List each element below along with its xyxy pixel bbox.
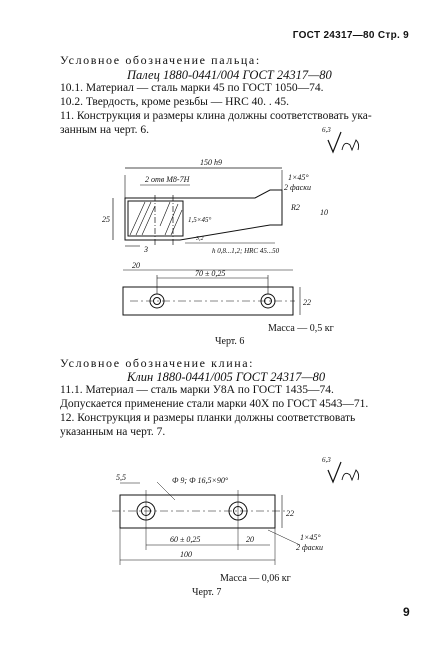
finger-paragraph-construction-2: занным на черт. 6. [60, 124, 149, 136]
wedge-side-view [125, 190, 282, 240]
finger-paragraph-material: 10.1. Материал — сталь марки 45 по ГОСТ 1050—74. [60, 82, 324, 94]
page-number: 9 [403, 605, 410, 619]
dim-threaded-holes: 2 отв M8-7H [145, 175, 190, 184]
plate-dim-20: 20 [246, 535, 254, 544]
wedge-paragraph-alternative: Допускается применение стали марки 40Х по ГОСТ 4543—71. [60, 398, 369, 410]
hole-spec: Ф 9; Ф 16,5×90° [172, 476, 229, 485]
finger-paragraph-hardness: 10.2. Твердость, кроме резьбы — HRC 40. . 45. [60, 96, 290, 108]
roughness-value-6: 6,3 [322, 126, 331, 134]
dim-chamfer-1-5: 1,5×45° [188, 216, 212, 224]
dim-total-length: 150 h9 [200, 158, 222, 167]
chamfer-label-1: 1×45° [288, 173, 309, 182]
finger-section-title: Условное обозначение пальца: [60, 53, 261, 67]
plate-dim-22: 22 [286, 509, 294, 518]
dim-25: 25 [102, 215, 110, 224]
dim-20: 20 [132, 261, 140, 270]
threaded-hole-section [128, 201, 183, 236]
dim-70: 70 ± 0,25 [195, 269, 226, 278]
wedge-paragraph-construction-1: 12. Конструкция и размеры планки должны соответствовать [60, 412, 356, 424]
fig6-mass: Масса — 0,5 кг [268, 323, 334, 334]
plate-dim-100: 100 [180, 550, 192, 559]
finger-paragraph-construction-1: 11. Конструкция и размеры клина должны соответствовать ука- [60, 110, 372, 122]
wedge-section-title: Условное обозначение клина: [60, 356, 255, 370]
dim-22: 22 [303, 298, 311, 307]
roughness-3-2: 3,2 [196, 236, 204, 242]
finger-designation: Палец 1880-0441/004 ГОСТ 24317—80 [127, 68, 332, 82]
dim-radius: R2 [291, 203, 300, 212]
plate-chamfer-1: 1×45° [300, 533, 321, 542]
chamfer-label-2: 2 фаски [284, 183, 311, 192]
roughness-symbol-7 [327, 443, 372, 468]
fig7-caption: Черт. 7 [192, 587, 222, 598]
roughness-symbol-6 [327, 128, 372, 153]
dim-5-5: 5,5 [116, 473, 126, 482]
wedge-designation: Клин 1880-0441/005 ГОСТ 24317—80 [127, 370, 326, 384]
plate-chamfer-2: 2 фаски [296, 543, 323, 552]
dim-10: 10 [320, 208, 328, 217]
dim-3: 3 [144, 245, 148, 254]
page-header: ГОСТ 24317—80 Стр. 9 [292, 30, 409, 41]
fig7-mass: Масса — 0,06 кг [220, 573, 291, 584]
roughness-value-7: 6,3 [322, 456, 331, 464]
hardening-note: h 0,8...1,2; HRC 45...50 [212, 247, 280, 255]
fig6-caption: Черт. 6 [215, 336, 245, 347]
wedge-paragraph-construction-2: указанным на черт. 7. [60, 426, 166, 438]
wedge-paragraph-material: 11.1. Материал — сталь марки У8А по ГОСТ 1435—74. [60, 384, 334, 396]
plate-dim-60: 60 ± 0,25 [170, 535, 201, 544]
